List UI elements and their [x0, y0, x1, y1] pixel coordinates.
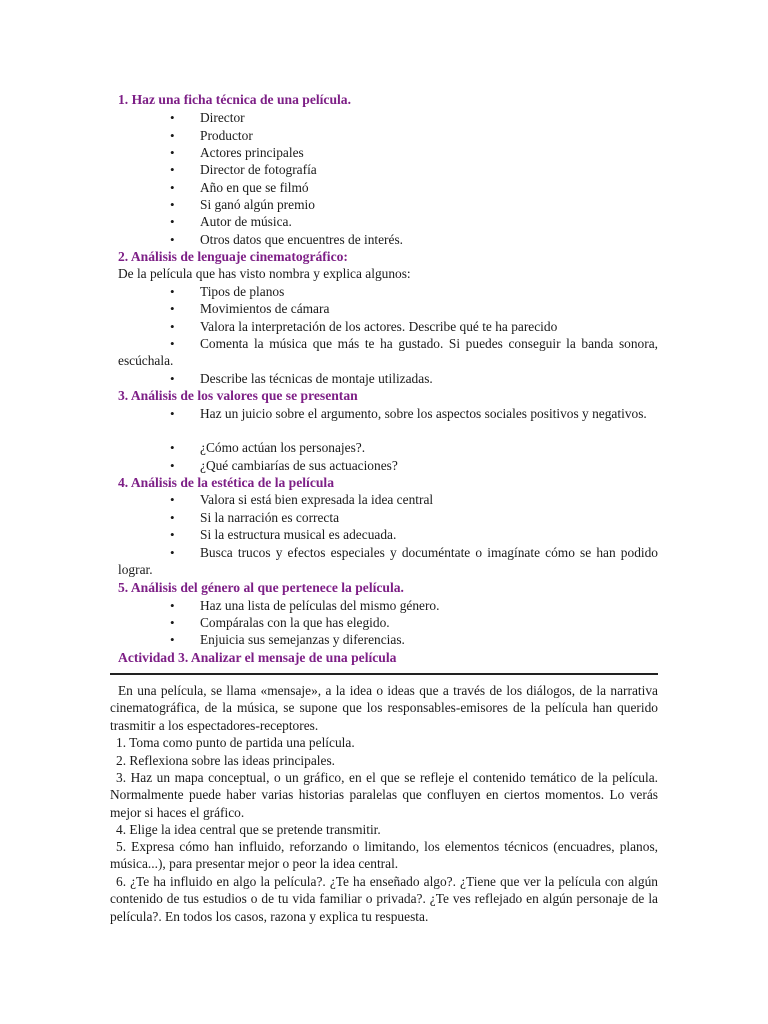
horizontal-divider [110, 673, 658, 675]
section-3-heading: 3. Análisis de los valores que se presentan [118, 388, 358, 403]
list-item: Director de fotografía [200, 162, 317, 177]
list-item: Autor de música. [200, 214, 292, 229]
list-item: Valora si está bien expresada la idea central [200, 492, 434, 507]
list-item: Si la narración es correcta [200, 510, 340, 525]
bullet-dot: • [170, 492, 175, 507]
list-item: Actores principales [200, 145, 304, 160]
list-item: Busca trucos y efectos especiales y documéntate o imagínate cómo se han podido lograr. [118, 545, 658, 578]
activity-step-5: 5. Expresa cómo han influido, reforzando o limitando, los elementos técnicos (encuadres, planos, música...), para presentar mejor o peor la idea central. [110, 839, 658, 872]
activity-step-4: 4. Elige la idea central que se pretende transmitir. [116, 822, 381, 837]
bullet-dot: • [170, 145, 175, 160]
bullet-dot: • [170, 406, 175, 421]
bullet-dot: • [170, 632, 175, 647]
section-2-intro: De la película que has visto nombra y explica algunos: [118, 266, 411, 281]
list-item: Tipos de planos [200, 284, 285, 299]
bullet-dot: • [170, 301, 175, 316]
bullet-dot: • [170, 545, 175, 560]
bullet-dot: • [170, 197, 175, 212]
section-4-heading: 4. Análisis de la estética de la película [118, 475, 334, 490]
list-item: ¿Qué cambiarías de sus actuaciones? [200, 458, 398, 473]
list-item: Director [200, 110, 245, 125]
list-item: Si la estructura musical es adecuada. [200, 527, 397, 542]
list-item: Otros datos que encuentres de interés. [200, 232, 404, 247]
section-1-heading: 1. Haz una ficha técnica de una película. [118, 92, 351, 107]
bullet-dot: • [170, 510, 175, 525]
list-item: Describe las técnicas de montaje utilizadas. [200, 371, 433, 386]
activity-step-6: 6. ¿Te ha influido en algo la película?. ¿Te ha enseñado algo?. ¿Tiene que ver la película con algún contenido de tus estudios o de tu vida familiar o privada?. ¿Te ves reflejado en algún personaje de la película?. En todos los casos, razona y explica tu respuesta. [110, 874, 658, 924]
activity-intro-paragraph: En una película, se llama «mensaje», a la idea o ideas que a través de los diálogos, de la narrativa cinematográfica, de la música, se supone que los responsables-emisores de la película han querido trasmitir a los espectadores-receptores. [110, 683, 658, 733]
activity-3-heading: Actividad 3. Analizar el mensaje de una película [118, 650, 397, 665]
section-5-heading: 5. Análisis del género al que pertenece la película. [118, 580, 404, 595]
list-item: Si ganó algún premio [200, 197, 315, 212]
list-item: Enjuicia sus semejanzas y diferencias. [200, 632, 405, 647]
list-item: Comenta la música que más te ha gustado. Si puedes conseguir la banda sonora, escúchala. [118, 336, 658, 369]
list-item: Año en que se filmó [200, 180, 309, 195]
section-2-heading: 2. Análisis de lenguaje cinematográfico: [118, 249, 348, 264]
bullet-dot: • [170, 162, 175, 177]
bullet-dot: • [170, 128, 175, 143]
bullet-dot: • [170, 598, 175, 613]
bullet-dot: • [170, 180, 175, 195]
list-item: Haz una lista de películas del mismo género. [200, 598, 440, 613]
list-item: Haz un juicio sobre el argumento, sobre los aspectos sociales positivos y negativos. [200, 406, 647, 421]
bullet-dot: • [170, 110, 175, 125]
list-item: ¿Cómo actúan los personajes?. [200, 440, 366, 455]
list-item: Movimientos de cámara [200, 301, 330, 316]
list-item: Compáralas con la que has elegido. [200, 615, 390, 630]
bullet-dot: • [170, 371, 175, 386]
bullet-dot: • [170, 336, 175, 351]
list-item: Productor [200, 128, 253, 143]
activity-step-3: 3. Haz un mapa conceptual, o un gráfico, en el que se refleje el contenido temático de la película. Normalmente puede haber varias historias paralelas que confluyen en ciertos momentos. Lo verás mejor si haces el gráfico. [110, 770, 658, 820]
bullet-dot: • [170, 458, 175, 473]
activity-step-2: 2. Reflexiona sobre las ideas principales. [116, 753, 336, 768]
bullet-dot: • [170, 232, 175, 247]
bullet-dot: • [170, 214, 175, 229]
list-item: Valora la interpretación de los actores. Describe qué te ha parecido [200, 319, 558, 334]
bullet-dot: • [170, 284, 175, 299]
bullet-dot: • [170, 319, 175, 334]
activity-step-1: 1. Toma como punto de partida una película. [116, 735, 355, 750]
bullet-dot: • [170, 527, 175, 542]
bullet-dot: • [170, 615, 175, 630]
bullet-dot: • [170, 440, 175, 455]
